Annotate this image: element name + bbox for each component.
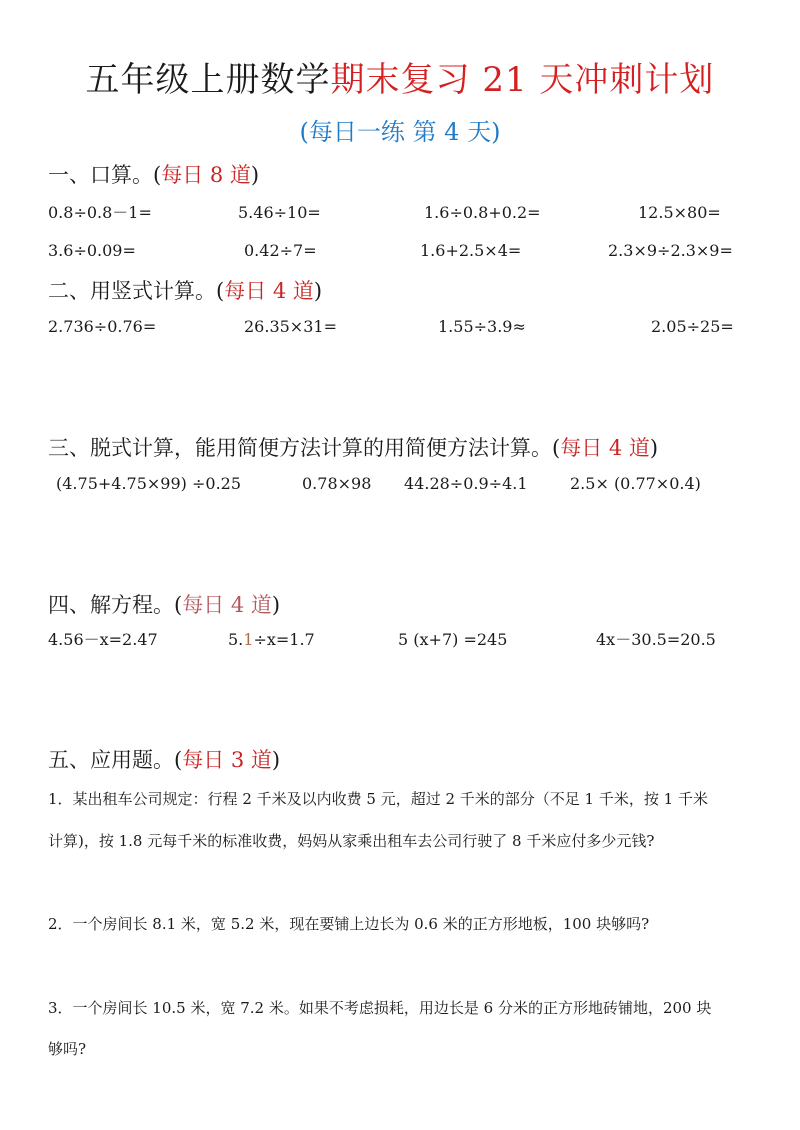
word-problem-1-line-1: 1．某出租车公司规定：行程 2 千米及以内收费 5 元，超过 2 千米的部分（不足 1 千米，按 1 千米: [48, 790, 708, 808]
section-3-daily: 每日 4 道: [560, 436, 650, 460]
section-1-close: ): [250, 163, 260, 187]
section-5-heading: [48, 746, 280, 774]
section-2-title: 二、用竖式计算。(: [48, 279, 225, 303]
section-4-title: 四、解方程。(: [48, 593, 183, 617]
oral-calc-8: 2.3×9÷2.3×9=: [608, 241, 733, 260]
word-problem-3-line-2: 够吗?: [48, 1040, 87, 1058]
oral-calc-6: 0.42÷7=: [244, 241, 317, 260]
equation-2-part-c: ÷x=1.7: [253, 630, 315, 649]
step-calc-2: 0.78×98: [302, 474, 372, 493]
oral-calc-4: 12.5×80=: [638, 203, 721, 222]
section-3-title: 三、脱式计算，能用简便方法计算的用简便方法计算。(: [48, 436, 561, 460]
oral-calc-1: 0.8÷0.8－1=: [48, 203, 152, 222]
title-highlight: 期末复习 21 天冲刺计划: [330, 60, 715, 100]
section-4-close: ): [271, 593, 281, 617]
word-problem-2: 2．一个房间长 8.1 米，宽 5.2 米，现在要铺上边长为 0.6 米的正方形地板，100 块够吗?: [48, 915, 650, 933]
step-calc-4: 2.5× (0.77×0.4): [570, 474, 701, 493]
vertical-calc-3: 1.55÷3.9≈: [438, 317, 526, 336]
section-2-close: ): [313, 279, 323, 303]
step-calc-3: 44.28÷0.9÷4.1: [404, 474, 528, 493]
title-main: 五年级上册数学: [85, 60, 331, 100]
oral-calc-3: 1.6÷0.8+0.2=: [424, 203, 541, 222]
vertical-calc-4: 2.05÷25=: [651, 317, 734, 336]
oral-calc-2: 5.46÷10=: [238, 203, 321, 222]
section-5-close: ): [271, 748, 281, 772]
vertical-calc-2: 26.35×31=: [244, 317, 337, 336]
section-4-daily: 每日 4 道: [182, 593, 272, 617]
step-calc-1: (4.75+4.75×99) ÷0.25: [56, 474, 242, 493]
section-3-close: ): [649, 436, 659, 460]
page-subtitle: (每日一练 第 4 天): [299, 118, 501, 146]
section-1-daily: 每日 8 道: [161, 163, 251, 187]
section-2-heading: [48, 277, 322, 305]
equation-1: 4.56－x=2.47: [48, 630, 158, 649]
section-4-heading: [48, 591, 280, 619]
equation-2-part-a: 5.: [228, 630, 244, 649]
section-1-heading: [48, 161, 259, 189]
word-problem-3-line-1: 3．一个房间长 10.5 米，宽 7.2 米。如果不考虑损耗，用边长是 6 分米的正方形地砖铺地，200 块: [48, 999, 712, 1017]
equation-2-part-b: 1: [243, 630, 254, 649]
equation-2: [228, 629, 315, 651]
section-5-daily: 每日 3 道: [182, 748, 272, 772]
equation-3: 5 (x+7) =245: [398, 630, 508, 649]
word-problem-1-line-2: 计算)，按 1.8 元每千米的标准收费，妈妈从家乘出租车去公司行驶了 8 千米应付多少元钱?: [48, 832, 655, 850]
section-1-title: 一、口算。(: [48, 163, 162, 187]
oral-calc-5: 3.6÷0.09=: [48, 241, 136, 260]
oral-calc-7: 1.6+2.5×4=: [420, 241, 522, 260]
vertical-calc-1: 2.736÷0.76=: [48, 317, 157, 336]
section-5-title: 五、应用题。(: [48, 748, 183, 772]
equation-4: 4x－30.5=20.5: [596, 630, 716, 649]
page-title: [0, 58, 800, 102]
section-2-daily: 每日 4 道: [224, 279, 314, 303]
section-3-heading: [48, 434, 658, 462]
